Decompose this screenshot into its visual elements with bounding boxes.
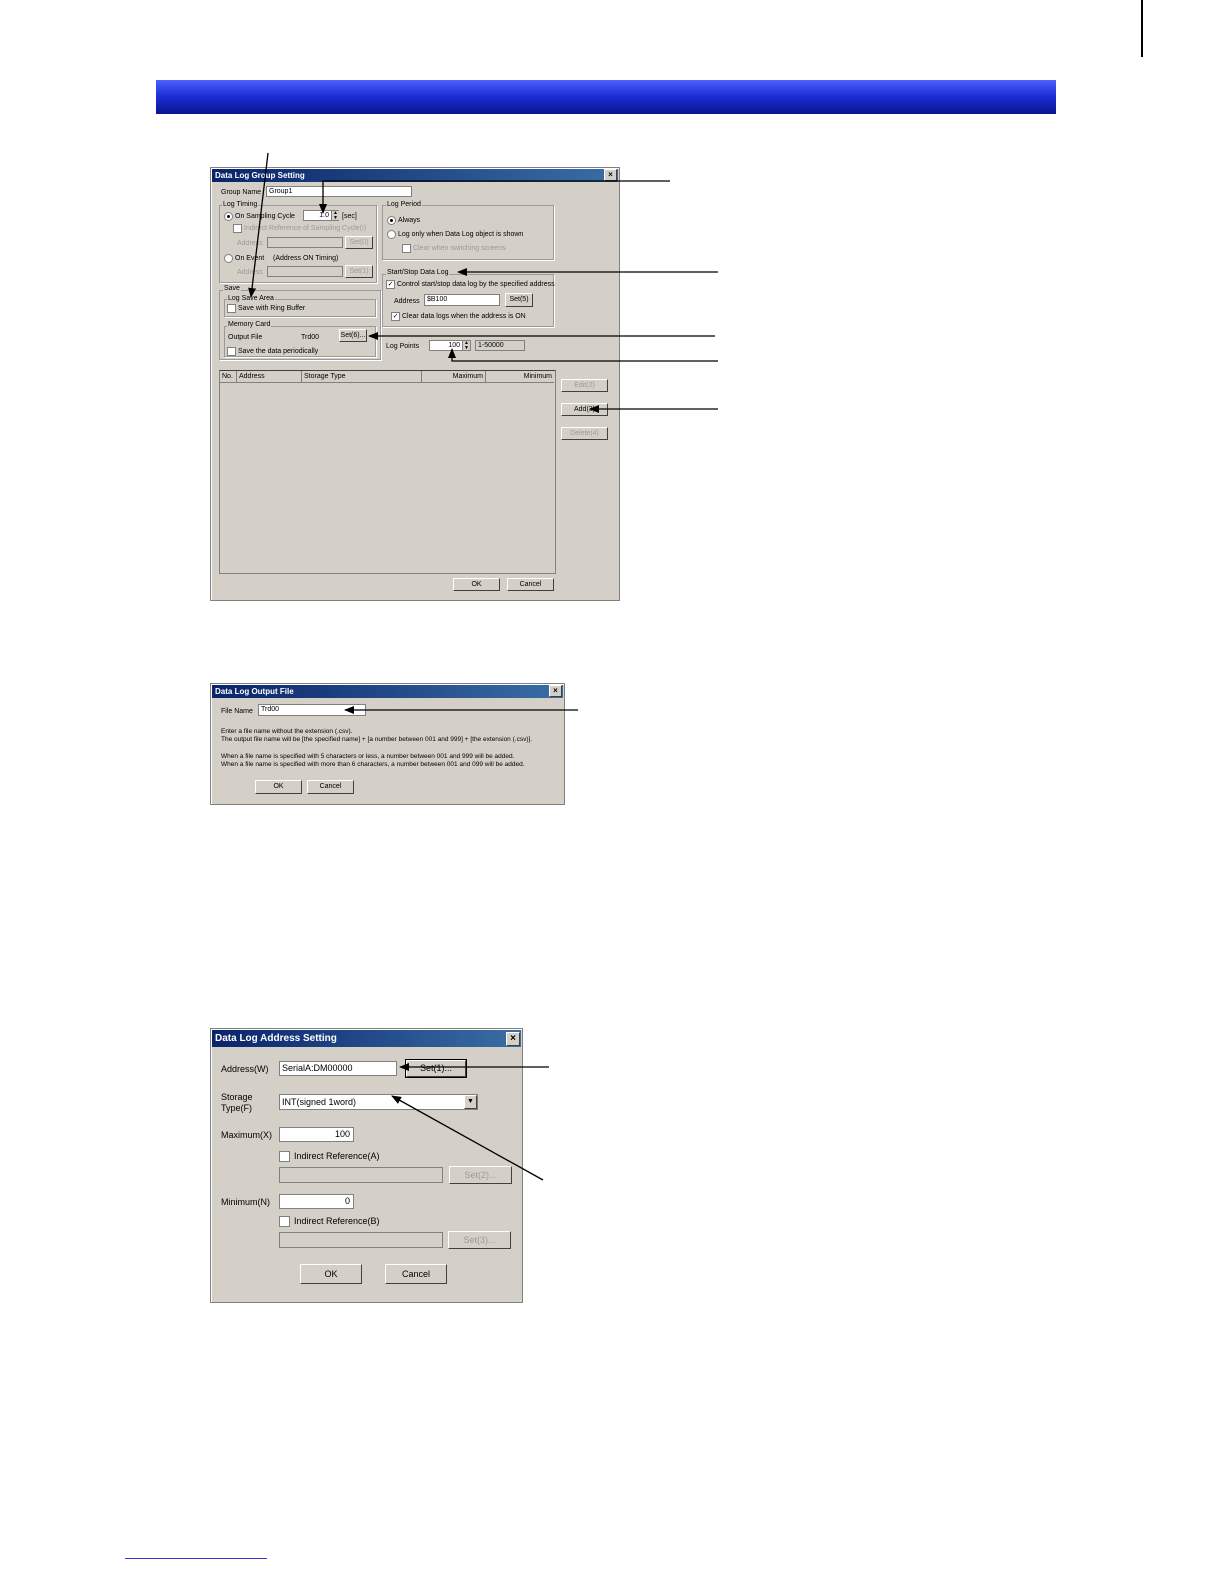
- log-points-label: Log Points: [386, 343, 420, 350]
- ring-buffer-label: Save with Ring Buffer: [238, 305, 306, 312]
- instruction-line-2: The output file name will be [the specified name] + [a number between 001 and 999] + [the extension (.csv)].: [221, 736, 533, 743]
- group-name-label: Group Name: [221, 189, 262, 196]
- close-icon[interactable]: ×: [506, 1032, 520, 1046]
- column-no[interactable]: No.: [220, 371, 237, 382]
- address-input[interactable]: SerialA:DM00000: [279, 1061, 397, 1076]
- dialog-title: Data Log Group Setting: [212, 169, 618, 182]
- group-name-input[interactable]: Group1: [266, 186, 412, 197]
- column-maximum[interactable]: Maximum: [422, 371, 486, 382]
- instruction-line-1: Enter a file name without the extension (.csv).: [221, 728, 353, 735]
- output-file-value: Trd00: [301, 334, 320, 341]
- column-address[interactable]: Address: [237, 371, 302, 382]
- cancel-button[interactable]: Cancel: [507, 578, 554, 591]
- start-address-label: Address: [394, 298, 420, 305]
- on-event-label: On Event: [235, 255, 265, 262]
- storage-label-line1: Storage: [221, 1092, 253, 1102]
- control-start-checkbox[interactable]: ✓: [387, 281, 394, 288]
- clear-data-checkbox[interactable]: ✓: [392, 313, 399, 320]
- dialog-title: Data Log Address Setting: [212, 1030, 521, 1047]
- close-icon[interactable]: ×: [604, 169, 617, 181]
- clear-switching-label: Clear when switching screens: [413, 245, 506, 252]
- always-label: Always: [398, 217, 421, 224]
- dialog-title: Data Log Output File: [212, 685, 563, 698]
- maximum-label: Maximum(X): [221, 1130, 272, 1140]
- log-save-area-label: Log Save Area: [228, 295, 274, 302]
- address-label: Address(W): [221, 1064, 269, 1074]
- minimum-input[interactable]: 0: [279, 1194, 354, 1209]
- add-button[interactable]: Add(3): [561, 403, 608, 416]
- indirect-ref-a-label: Indirect Reference(A): [294, 1151, 380, 1161]
- log-points-spin-icon[interactable]: ▲ ▼: [462, 341, 470, 350]
- sampling-cycle-input[interactable]: 1.0: [303, 210, 339, 221]
- arrow-log-points: [452, 349, 718, 361]
- set0-button[interactable]: Set(0): [345, 236, 373, 249]
- save-label: Save: [224, 285, 240, 292]
- minimum-label: Minimum(N): [221, 1197, 270, 1207]
- chevron-down-icon[interactable]: ▼: [464, 1095, 477, 1109]
- log-period-label: Log Period: [387, 201, 421, 208]
- log-only-label: Log only when Data Log object is shown: [398, 231, 524, 238]
- ok-button[interactable]: OK: [453, 578, 500, 591]
- set2-button[interactable]: Set(2)...: [449, 1166, 512, 1184]
- set1-button[interactable]: Set(1)...: [406, 1060, 466, 1077]
- output-file-label: Output File: [228, 334, 263, 341]
- set5-button[interactable]: Set(5): [505, 293, 533, 307]
- file-name-input[interactable]: Trd00: [258, 704, 366, 716]
- arrow-save-area: [251, 153, 268, 297]
- maximum-input[interactable]: 100: [279, 1127, 354, 1142]
- cancel-button[interactable]: Cancel: [307, 780, 354, 794]
- start-stop-label: Start/Stop Data Log: [387, 269, 449, 276]
- control-start-label: Control start/stop data log by the specified address: [397, 281, 555, 288]
- address-on-timing-label: (Address ON Timing): [273, 255, 339, 262]
- delete-button[interactable]: Delete(4): [561, 427, 608, 440]
- storage-type-value: INT(signed 1word): [282, 1097, 357, 1107]
- set3-button[interactable]: Set(3)...: [448, 1231, 511, 1249]
- column-minimum[interactable]: Minimum: [523, 373, 552, 380]
- log-points-range: 1-50000: [475, 340, 525, 351]
- spin-arrows-icon[interactable]: ▲ ▼: [331, 211, 339, 220]
- arrow-storage-type: [392, 1096, 543, 1180]
- sec-label: [sec]: [342, 213, 357, 220]
- start-address-input[interactable]: $B100: [424, 294, 500, 306]
- log-points-input[interactable]: 100: [429, 340, 471, 351]
- set1-button[interactable]: Set(1): [345, 265, 373, 278]
- storage-label-line2: Type(F): [221, 1103, 253, 1113]
- memory-card-label: Memory Card: [228, 321, 271, 328]
- cancel-button[interactable]: Cancel: [385, 1264, 447, 1284]
- ok-button[interactable]: OK: [255, 780, 302, 794]
- close-icon[interactable]: ×: [549, 685, 562, 697]
- on-sampling-cycle-label: On Sampling Cycle: [235, 213, 295, 220]
- save-periodically-label: Save the data periodically: [238, 348, 319, 355]
- arrow-sampling-cycle: [323, 181, 670, 213]
- set6-button[interactable]: Set(6)...: [339, 329, 367, 342]
- ok-button[interactable]: OK: [300, 1264, 362, 1284]
- column-storage-type[interactable]: Storage Type: [302, 371, 422, 382]
- clear-data-label: Clear data logs when the address is ON: [402, 313, 526, 320]
- event-address-label: Address: [237, 269, 263, 276]
- file-name-label: File Name: [221, 708, 253, 715]
- address-label: Address: [237, 240, 263, 247]
- indirect-ref-label: Indirect Reference of Sampling Cycle(I): [244, 225, 367, 232]
- log-timing-label: Log Timing: [223, 201, 258, 208]
- instruction-line-4: When a file name is specified with more than 6 characters, a number between 001 and 099 will be added.: [221, 761, 525, 768]
- footer-rule: [125, 1558, 267, 1559]
- indirect-ref-b-label: Indirect Reference(B): [294, 1216, 380, 1226]
- edit-button[interactable]: Edit(2): [561, 379, 608, 392]
- instruction-line-3: When a file name is specified with 5 characters or less, a number between 001 and 999 will be added.: [221, 753, 515, 760]
